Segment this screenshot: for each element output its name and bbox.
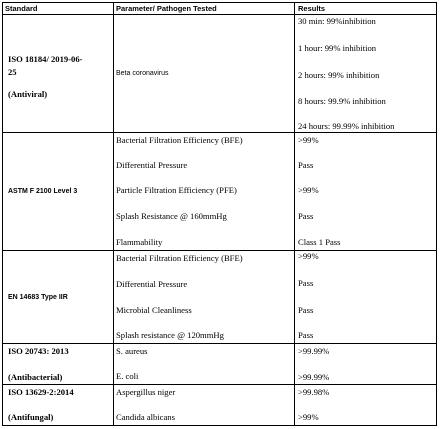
header-parameter: Parameter/ Pathogen Tested [116,4,217,13]
table-border-right [436,2,437,426]
result-cell: Class 1 Pass [298,237,341,247]
column-divider-1 [113,2,114,426]
row-divider-1 [2,132,437,133]
result-cell: Pass [298,330,314,340]
parameter-cell: S. aureus [116,346,148,356]
result-cell: 8 hours: 99.9% inhibition [298,96,386,106]
result-cell: 2 hours: 99% inhibition [298,70,380,80]
parameter-cell: Candida albicans [116,412,175,422]
result-cell: >99% [298,412,319,422]
standard-line: 25 [8,67,17,77]
parameter-cell: E. coli [116,371,139,381]
standard-line: ISO 13629-2:2014 [8,387,74,397]
parameter-cell: Differential Pressure [116,160,188,170]
header-divider [2,14,437,15]
result-cell: Pass [298,278,314,288]
table-border-bottom [2,425,437,426]
result-cell: 24 hours: 99.99% inhibition [298,121,395,131]
parameter-cell: Bacterial Filtration Efficiency (BFE) [116,135,243,145]
parameter-cell: Particle Filtration Efficiency (PFE) [116,185,237,195]
result-cell: Pass [298,211,314,221]
result-cell: >99% [298,185,319,195]
parameter-cell: Splash resistance @ 120mmHg [116,330,224,340]
row-divider-4 [2,384,437,385]
result-cell: Pass [298,305,314,315]
result-cell: 1 hour: 99% inhibition [298,43,377,53]
parameter-cell: Microbial Cleanliness [116,305,192,315]
parameter-cell: Aspergillus niger [116,387,176,397]
standard-line: (Antibacterial) [8,372,63,382]
standard-line: ASTM F 2100 Level 3 [8,188,78,195]
standard-line: (Antifungal) [8,412,54,422]
result-cell: 30 min: 99%inhibition [298,16,376,26]
result-cell: >99% [298,135,319,145]
header-standard: Standard [5,4,38,13]
result-cell: >99.99% [298,372,330,382]
row-divider-3 [2,343,437,344]
standard-line: EN 14683 Type IIR [8,294,68,301]
table-border-top [2,2,437,3]
result-cell: >99% [298,251,319,261]
parameter-cell: Beta coronavirus [116,70,169,77]
row-divider-2 [2,250,437,251]
result-cell: >99.99% [298,346,330,356]
standard-line: ISO 18184/ 2019-06- [8,54,83,64]
column-divider-2 [294,2,295,426]
parameter-cell: Differential Pressure [116,279,188,289]
result-cell: Pass [298,160,314,170]
parameter-cell: Flammability [116,237,163,247]
result-cell: >99.98% [298,387,330,397]
standard-line: (Antiviral) [8,89,48,99]
parameter-cell: Splash Resistance @ 160mmHg [116,211,227,221]
table-border-left [2,2,3,426]
parameter-cell: Bacterial Filtration Efficiency (BFE) [116,253,243,263]
standard-line: ISO 20743: 2013 [8,346,69,356]
header-results: Results [298,4,326,13]
